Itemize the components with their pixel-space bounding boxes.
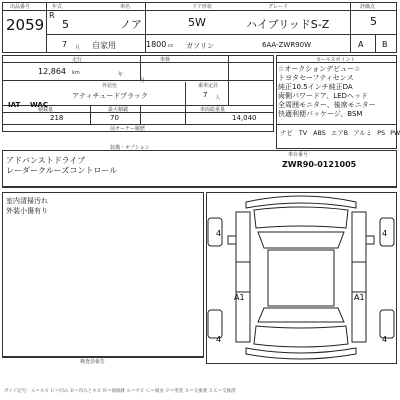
grade-label: グレード [268, 4, 289, 10]
inspection-year: 年 [118, 72, 124, 78]
lot-label: 出品番号 [10, 4, 31, 10]
hood [254, 207, 348, 228]
option-line: アドバンストドライブ [6, 156, 86, 165]
trunk-value: 218 [50, 114, 64, 122]
damage-mark: A1 [354, 293, 365, 302]
fuel-value: ガソリン [186, 42, 214, 50]
capacity-unit: 人 [215, 95, 221, 101]
color-value: アティチュードブラック [72, 92, 148, 100]
tire-tread: 4 [216, 335, 222, 344]
selling-point: トヨタセーフティセンス [278, 74, 354, 82]
selling-points-label: セールスポイント [316, 57, 356, 63]
damage-mark: A1 [234, 293, 245, 302]
aircon-value: WAC [30, 101, 48, 109]
color-label: 外装色 [102, 83, 118, 89]
shift-value: IAT [8, 101, 21, 109]
grade-value: ハイブリッドS-Z [246, 18, 330, 31]
history-label: 前オーナー履歴 [110, 126, 146, 132]
car-diagram [206, 192, 397, 364]
equipment-tv: TV [298, 129, 308, 137]
tire-tread: 4 [382, 229, 388, 238]
rear-glass [258, 308, 344, 322]
selling-point: 快適利便パッケージ、BSM [278, 110, 363, 118]
doors-value: 5W [188, 16, 206, 29]
front-bumper [246, 196, 356, 208]
equipment-abs: ABS [313, 129, 326, 137]
windshield [258, 232, 344, 248]
equipment-ps: PS [377, 129, 386, 137]
footer-legend: ガイド記号：Ａ＝キズ Ｕ＝凹み Ｂ＝凹みとキズ Ｗ＝補修跡 Ｓ＝サビ Ｃ＝腐食 Ｐ＝塗装 Ｘ＝交換要 ＸＸ＝交換済 [4, 389, 236, 394]
roof [268, 250, 334, 306]
displacement-unit: cc [168, 43, 174, 49]
selling-point: 全周囲モニター、後席モニター [278, 101, 376, 109]
lot-number: 2059 [6, 16, 45, 34]
model-value: ノア [120, 18, 142, 31]
selling-point: ☆オークションデビュー☆ [278, 65, 361, 73]
remarks-frame [2, 192, 204, 357]
score-value: 5 [370, 15, 377, 28]
displacement-value: 1800 [146, 40, 167, 49]
col-total: 車両総重量 [200, 107, 226, 113]
month-value: 7 [62, 40, 68, 49]
model-label: 車名 [120, 4, 131, 10]
option-line: レーダークルーズコントロール [6, 166, 118, 175]
equipment-pw: PW [390, 129, 400, 137]
col-load: 最大積載 [108, 107, 129, 113]
mileage-label: 走行 [72, 57, 83, 63]
capacity-value: 7 [203, 91, 208, 99]
remarks-label: 検査員報告 [80, 359, 106, 365]
rear-bumper [246, 348, 356, 359]
inspection-month: 月 [140, 78, 146, 84]
year-label: 年式 [52, 4, 63, 10]
col-trunk: 積載量 [38, 107, 54, 113]
equipment-airbag: エアB [330, 129, 349, 137]
chassis-number: ZWR90-0121005 [282, 160, 357, 169]
options-label: 装備・オプション [110, 145, 150, 151]
year-era: R [49, 11, 55, 20]
doors-label: ドア形状 [192, 4, 212, 10]
exterior-grade: B [382, 40, 388, 49]
capacity-label: 乗車定員 [198, 83, 219, 89]
remark-line: 外装小傷有り [6, 207, 48, 215]
mileage-value: 12,864 [38, 67, 66, 76]
month-unit: 月 [75, 45, 81, 51]
usage-value: 自家用 [92, 41, 116, 50]
score-label: 評価点 [360, 4, 376, 10]
equipment-nav: ナビ [280, 129, 293, 137]
tire-tread: 4 [382, 335, 388, 344]
model-code: 6AA-ZWR90W [262, 41, 312, 49]
tailgate [254, 326, 348, 347]
right-mirror [366, 236, 374, 244]
wheel-rear-right [380, 310, 394, 338]
year-value: 5 [62, 18, 69, 31]
equipment-alloy: アルミ [353, 129, 373, 137]
remark-line: 室内清掃汚れ [6, 197, 48, 205]
chassis-label: 車台番号 [288, 152, 309, 158]
selling-point: 純正10.5インチ純正DA [278, 83, 353, 91]
interior-grade: A [358, 40, 364, 49]
selling-point: 両側パワードア、LEDヘッド [278, 92, 368, 100]
tire-tread: 4 [216, 229, 222, 238]
left-side [236, 212, 250, 342]
mileage-unit: km [72, 70, 80, 76]
left-mirror [228, 236, 236, 244]
right-side [352, 212, 366, 342]
wheel-rear-left [208, 310, 222, 338]
inspection-label: 車検 [160, 57, 171, 63]
total-value: 14,040 [232, 114, 257, 122]
load-value: 70 [110, 114, 119, 122]
equipment-row [280, 128, 400, 137]
